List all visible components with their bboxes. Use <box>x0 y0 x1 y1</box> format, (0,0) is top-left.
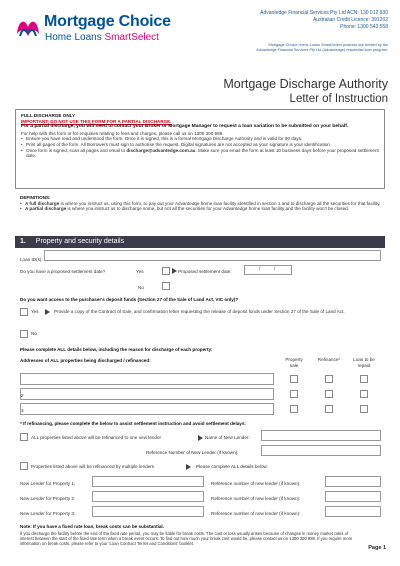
deposit-no-label: No <box>31 331 37 336</box>
settlement-no-checkbox[interactable] <box>162 282 170 290</box>
sub-brand: Home Loans SmartSelect <box>45 32 159 43</box>
arrow-right-icon <box>45 309 50 315</box>
property-sale-checkbox[interactable] <box>290 405 298 413</box>
deposit-yes-checkbox[interactable] <box>20 308 28 316</box>
property-address-input[interactable] <box>20 388 274 400</box>
lender-3-input[interactable] <box>92 506 204 517</box>
deposit-yes-label: Yes <box>31 309 39 314</box>
one-lender-checkbox[interactable] <box>20 433 28 441</box>
lender-ref-label: Reference number of new lender (if known): <box>211 511 301 516</box>
lender-1-input[interactable] <box>92 476 204 487</box>
lender-row-label: New Lender for Property 2: <box>20 496 76 501</box>
settlement-yes-label: Yes <box>136 269 144 274</box>
fixed-rate-note: If you discharge the facility before the end of the fixed rate period, you may be liable for break costs. The cost or loss usually arises because of changes in money market rates of interest between the start of the fixed rate term when a break event occurs. To find out how much your break cost would be, please contact us on 1300 300 989. If you require more information on break costs, please refer to your 'Loan Contract Terms and Conditions' booklet. <box>20 531 353 546</box>
page-title: Mortgage Discharge Authority <box>223 77 388 91</box>
property-address-input[interactable] <box>20 373 274 385</box>
logo <box>14 12 214 46</box>
col-property-sale: Property sale <box>285 357 303 368</box>
loan-id-label: Loan ID(s): <box>20 257 43 262</box>
lender-ref-label: Reference number of new lender (if known): <box>211 481 301 486</box>
definitions <box>20 195 384 212</box>
complete-all-details-label: Please complete ALL details below: <box>196 464 269 469</box>
col-refinance: Refinance* <box>317 357 341 362</box>
lender-1-ref-input[interactable] <box>325 476 381 487</box>
discharge-email-link[interactable]: discharge@advantedge.com.au <box>126 147 196 153</box>
notice-partial: For a partial discharge, you will need to contact your Broker or Mortgage Manager to request a loan variation to be submitted on your behalf. <box>21 124 349 130</box>
lender-ref-label: Reference number of new lender (if known): <box>211 496 301 501</box>
notice-heading: FULL DISCHARGE ONLY <box>21 113 76 118</box>
col-loan-repaid: Loan to be repaid <box>353 357 375 368</box>
logo-mark-icon <box>14 14 42 40</box>
property-row-number: 3 <box>21 408 24 413</box>
arrow-right-icon <box>172 268 177 274</box>
settlement-date-label: Proposed settlement date: <box>178 269 232 274</box>
full-discharge-notice <box>15 109 385 189</box>
section-1-header: 1. Property and security details <box>15 236 385 248</box>
property-row-number: 2 <box>21 393 24 398</box>
one-lender-label: ALL properties listed above will be refinanced to one new lender <box>31 435 162 440</box>
notice-important: IMPORTANT: DO NOT USE THIS FORM FOR A PARTIAL DISCHARGE. <box>21 118 172 124</box>
new-lender-ref-input[interactable] <box>261 445 381 456</box>
property-address-input[interactable] <box>20 403 274 415</box>
refinance-checkbox[interactable] <box>325 390 333 398</box>
new-lender-ref-label: Reference Number of New Lender (if known): <box>146 450 239 455</box>
notice-bullet: • Ensure you have read and understood the form. Once it is signed, this is a formal Mortgage Discharge Authority and is valid for 90 days. <box>21 136 303 142</box>
loan-repaid-checkbox[interactable] <box>360 405 368 413</box>
refinance-note: * If refinancing, please complete the below to assist settlement instruction and avoid settlement delays: <box>20 421 246 426</box>
multiple-lenders-checkbox[interactable] <box>20 462 28 470</box>
definitions-heading: DEFINITIONS: <box>20 195 51 200</box>
notice-help: For help with this form or for enquiries relating to fees and charges, please call us on 1300 300 989. <box>21 130 224 136</box>
property-sale-checkbox[interactable] <box>290 375 298 383</box>
loan-repaid-checkbox[interactable] <box>360 375 368 383</box>
company-details: Advantedge Financial Services Pty Ltd ACN: 130 012 930 Australian Credit Licence: 391202 Phone: 1300 543 558 <box>260 10 388 30</box>
lender-3-ref-input[interactable] <box>325 506 381 517</box>
loan-id-input[interactable] <box>44 250 381 261</box>
settlement-no-label: No <box>138 285 144 290</box>
settlement-date-input[interactable] <box>244 265 292 275</box>
date-separator: / <box>274 266 276 271</box>
settlement-yes-checkbox[interactable] <box>162 267 170 275</box>
fixed-rate-note-heading: Note: If you have a fixed rate loan, break costs can be substantial. <box>20 524 164 529</box>
definition-item: • A full discharge is where you instruct us, using this form, to pay out your Advantedge home loan facility identified in section 1 and to discharge all the securities for that facility. <box>20 200 381 206</box>
funding-note: Mortgage Choice Home Loans SmartSelect products are funded by the Advantedge Financial Services Pty Ltd (Advantedge) residential loan program. <box>256 43 388 52</box>
page-number: Page 1 <box>368 545 386 551</box>
multiple-lenders-label: Properties listed above will be refinanced by multiple lenders <box>31 464 155 469</box>
lender-row-label: New Lender for Property 1: <box>20 481 76 486</box>
complete-all-instruction: Please complete ALL details below, including the reason for discharge of each property: <box>20 347 213 352</box>
new-lender-name-input[interactable] <box>261 430 381 441</box>
property-sale-checkbox[interactable] <box>290 390 298 398</box>
brand-name: Mortgage Choice <box>44 13 171 30</box>
deposit-question: Do you want access to the purchaser's deposit funds (Section 27 of the Sale of Land Act, VIC only)? <box>20 297 239 302</box>
deposit-no-checkbox[interactable] <box>20 330 28 338</box>
addresses-label: Addresses of ALL properties being discharged / refinanced: <box>20 358 151 363</box>
definition-item: • A partial discharge is where you instruct us to discharge some, but not all the securities for your Advantedge home loan facility and the facility won't be closed. <box>20 206 349 212</box>
loan-repaid-checkbox[interactable] <box>360 390 368 398</box>
lender-2-input[interactable] <box>92 491 204 502</box>
notice-bullet: • Print all pages of the form. All Borrowers must sign to authorise the request. Digital signatures are not accepted as your signature is your identification <box>21 141 330 147</box>
deposit-yes-note: Provide a copy of the Contract of Sale, and confirmation letter requesting the release of deposit funds under Section 27 of the Sale of Land Act. <box>54 309 345 314</box>
new-lender-name-label: Name of New Lender: <box>205 435 250 440</box>
date-separator: / <box>259 266 261 271</box>
lender-row-label: New Lender for Property 3: <box>20 511 76 516</box>
arrow-right-icon <box>186 464 191 470</box>
arrow-right-icon <box>198 435 203 441</box>
page-subtitle: Letter of Instruction <box>289 93 388 105</box>
lender-2-ref-input[interactable] <box>325 491 381 502</box>
refinance-checkbox[interactable] <box>325 375 333 383</box>
refinance-checkbox[interactable] <box>325 405 333 413</box>
notice-bullet: • Once form is signed, scan all pages and email to discharge@advantedge.com.au. Make sure you email the form at least 10 business days before your proposed settlement date. <box>21 147 379 159</box>
settlement-question: Do you have a proposed settlement date? <box>20 269 106 274</box>
